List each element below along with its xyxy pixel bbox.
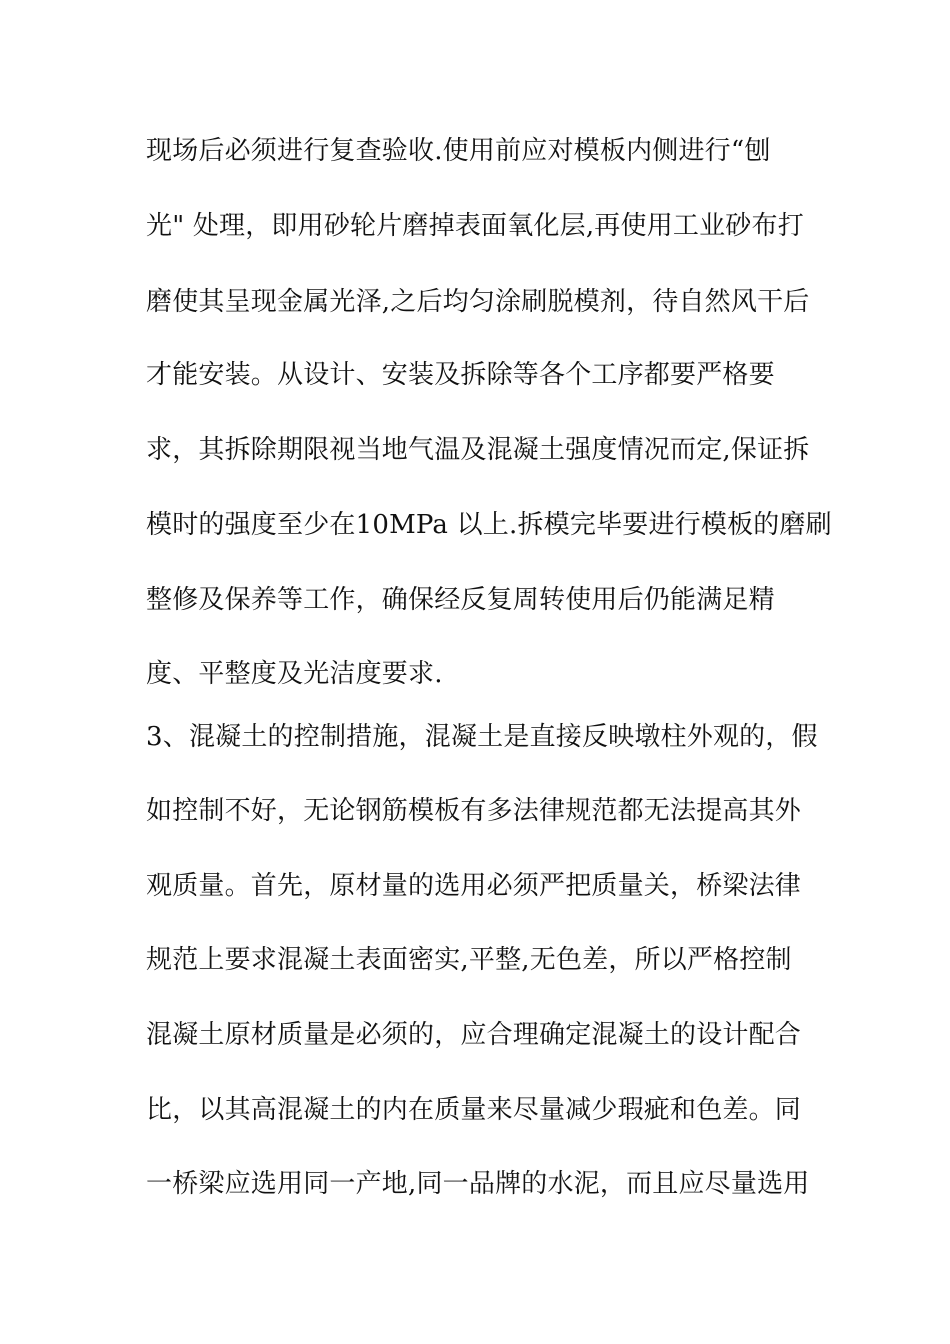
body-text-line: 比，以其高混凝土的内在质量来尽量减少瑕疵和色差。同	[146, 1095, 802, 1125]
body-text-line: 观质量。首先，原材量的选用必须严把质量关，桥梁法律	[146, 871, 802, 901]
body-text-line: 一桥梁应选用同一产地,同一品牌的水泥，而且应尽量选用	[146, 1169, 810, 1199]
body-text-line: 度、平整度及光洁度要求.	[146, 659, 443, 689]
body-text-line: 模时的强度至少在10MPa 以上.拆模完毕要进行模板的磨刷	[146, 510, 832, 540]
body-text-line: 规范上要求混凝土表面密实,平整,无色差，所以严格控制	[146, 945, 792, 975]
body-text-line: 磨使其呈现金属光泽,之后均匀涂刷脱模剂，待自然风干后	[146, 287, 810, 317]
body-text-line: 才能安装。从设计、安装及拆除等各个工序都要严格要	[146, 360, 775, 390]
body-text-line: 光" 处理，即用砂轮片磨掉表面氧化层,再使用工业砂布打	[146, 211, 804, 241]
body-text-line: 现场后必须进行复查验收.使用前应对模板内侧进行“刨	[146, 136, 771, 166]
body-text-line: 求，其拆除期限视当地气温及混凝土强度情况而定,保证拆	[146, 435, 810, 465]
body-text-line: 如控制不好，无论钢筋模板有多法律规范都无法提高其外	[146, 796, 802, 826]
body-text-line: 整修及保养等工作，确保经反复周转使用后仍能满足精	[146, 585, 775, 615]
section-3-text-line: 3、混凝土的控制措施，混凝土是直接反映墩柱外观的，假	[146, 722, 818, 752]
body-text-line: 混凝土原材质量是必须的，应合理确定混凝土的设计配合	[146, 1020, 802, 1050]
